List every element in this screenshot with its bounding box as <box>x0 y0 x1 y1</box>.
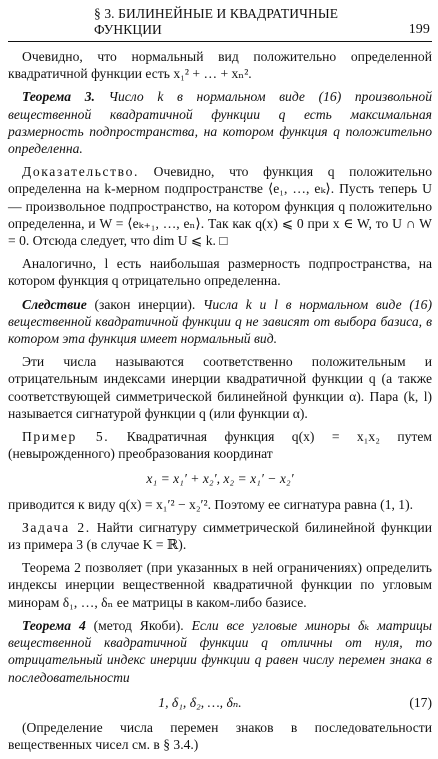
theorem-4-label: Теорема 4 <box>22 617 86 633</box>
proof-label: Доказательство. <box>22 164 140 180</box>
example-5 <box>8 428 432 462</box>
task-2 <box>8 519 432 553</box>
running-header <box>8 6 432 42</box>
proof <box>8 163 432 249</box>
example-5-label: Пример 5. <box>22 429 110 445</box>
equation-17 <box>8 694 432 711</box>
task-2-label: Задача 2. <box>22 519 91 535</box>
theorem-3-text: Число k в нормальном виде (16) произвольной вещественной квадратичной функции q есть максимальная размерность подпространства, на котором функция q положительно определенна. <box>8 89 432 157</box>
corollary <box>8 296 432 348</box>
page-number: 199 <box>408 22 430 37</box>
coordinate-transform-formula: x₁ = x₁′ + x₂′, x₂ = x₁′ − x₂′ <box>146 471 294 487</box>
section-title: § 3. БИЛИНЕЙНЫЕ И КВАДРАТИЧНЫЕ ФУНКЦИИ <box>94 6 339 37</box>
theorem-3 <box>8 88 432 157</box>
equation-17-number: (17) <box>409 694 432 710</box>
paragraph-analogous: Аналогично, l есть наибольшая размерность подпространства, на котором функция q отрицательно определенна. <box>8 256 432 289</box>
corollary-paren: (закон инерции). <box>94 296 196 312</box>
corollary-text: Числа k и l в нормальном виде (16) вещественной квадратичной функции q не зависят от выбора базиса, в котором эта функция имеет нормальный вид. <box>8 296 433 347</box>
theorem-4-paren: (метод Якоби). <box>93 617 184 633</box>
corollary-label: Следствие <box>22 296 87 312</box>
theorem-4-text: Если все угловые миноры δₖ матрицы вещественной квадратичной функции q отличны от нуля, то отрицательный индекс инерции функции q равен числу перемен знака в последовательности <box>8 617 433 685</box>
example-5-text: Квадратичная функция q(x) = x₁x₂ путем (невырожденного) преобразования координат <box>8 429 432 462</box>
equation-17-body: 1, δ₁, δ₂, …, δₙ. <box>158 694 242 710</box>
paragraph-sign-changes-reference: (Определение числа перемен знаков в последовательности вещественных чисел см. в § 3.4.) <box>8 719 432 753</box>
paragraph-theorem-2: Теорема 2 позволяет (при указанных в ней ограничениях) определить индексы инерции вещественной квадратичной функции по угловым минорам δ₁, …, δₙ ее матрицы в каком-либо базисе. <box>8 560 432 610</box>
example-5-conclusion: приводится к виду q(x) = x₁′² − x₂′². Поэтому ее сигнатура равна (1, 1). <box>8 496 414 512</box>
book-page <box>8 6 432 759</box>
theorem-3-label: Теорема 3. <box>22 89 95 105</box>
page-body <box>8 42 432 753</box>
paragraph-inertia-indices: Эти числа называются соответственно положительным и отрицательным индексами инерции квадратичной функции q (а также соответствующей симметрической билинейной функции α). Пара (k, l) называется сигнатурой функции q (или функции α). <box>8 354 432 421</box>
theorem-4 <box>8 617 432 686</box>
proof-text: Очевидно, что функция q положительно определенна на k-мерном подпространстве ⟨e₁, …, eₖ⟩. Пусть теперь U — произвольное подпространство, на котором функция q положительно определенна, и W = ⟨eₖ₊₁, …, eₙ⟩. Так как q(x) ⩽ 0 при x ∈ W, то U ∩ W = 0. Отсюда следует, что dim U ⩽ k. □ <box>8 164 432 249</box>
task-2-text: Найти сигнатуру симметрической билинейной функции из примера 3 (в случае K = ℝ). <box>8 519 432 553</box>
paragraph-positive-definite: Очевидно, что нормальный вид положительно определенной квадратичной функции есть x₁² + … + xₙ². <box>8 49 432 82</box>
